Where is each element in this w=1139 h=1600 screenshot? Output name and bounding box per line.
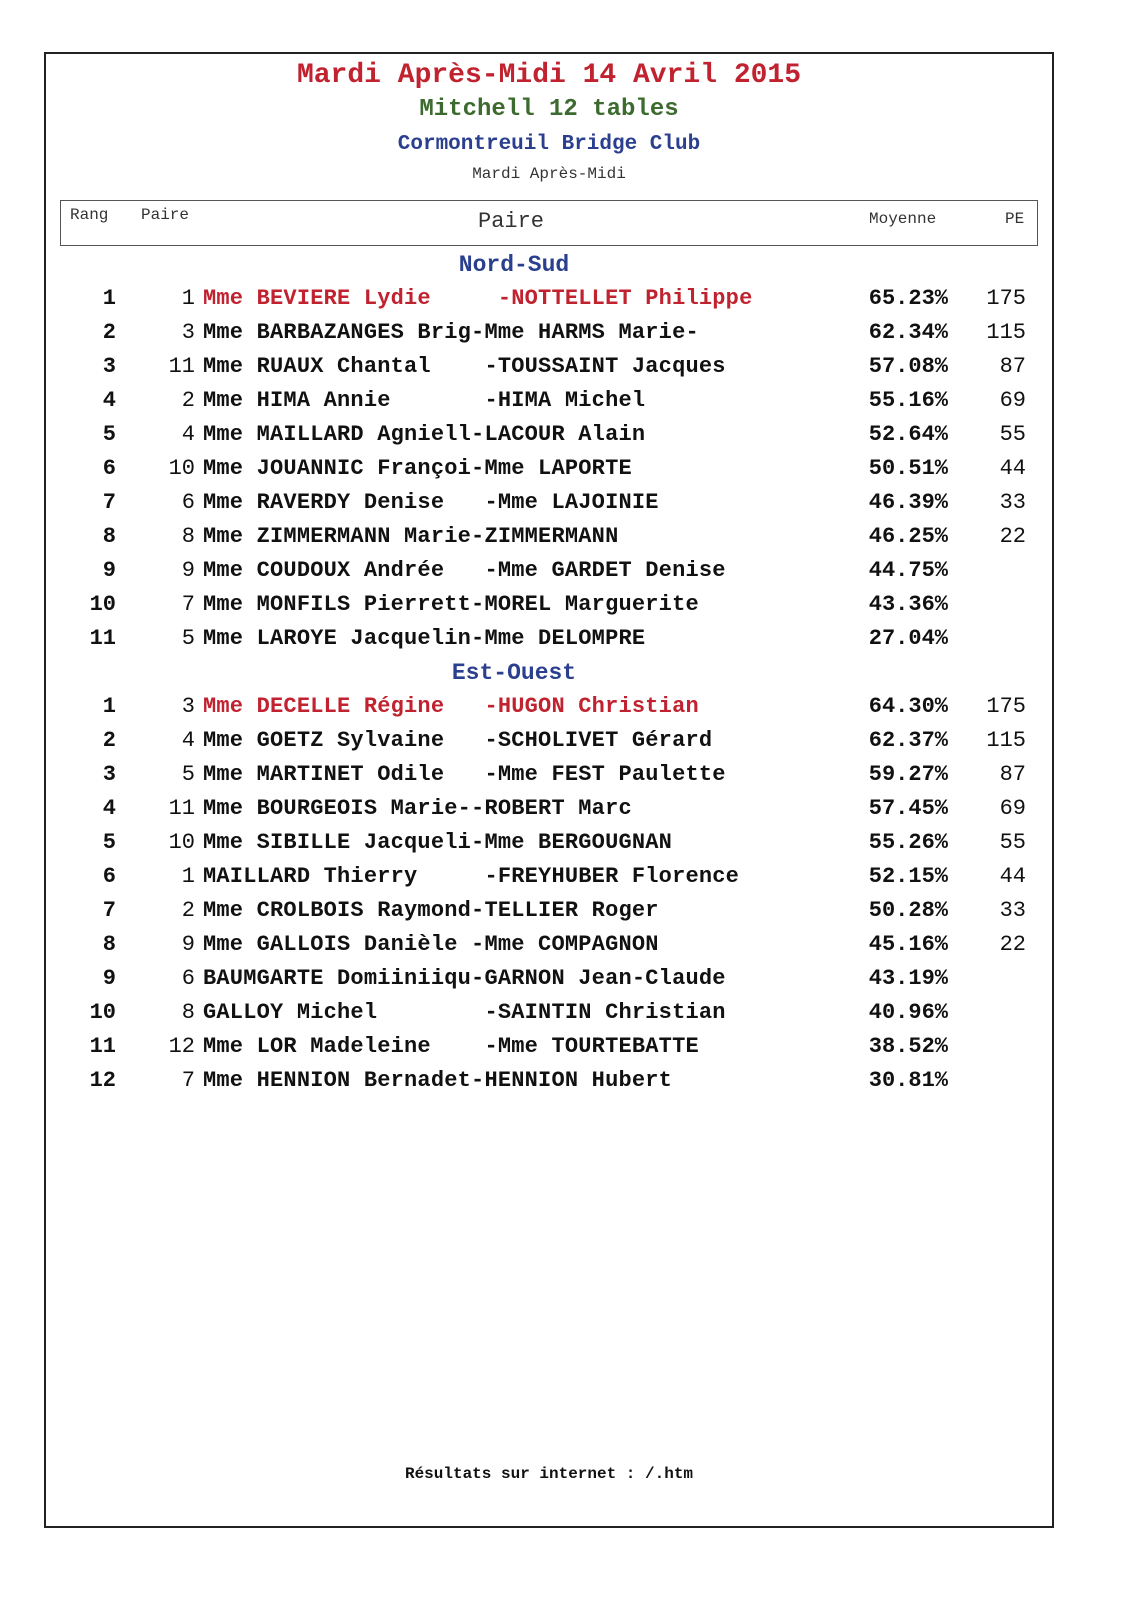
points-cell: 22 [999,524,1026,549]
points-cell: 175 [986,694,1026,719]
rank-cell: 2 [102,320,116,345]
rank-cell: 5 [102,830,116,855]
rank-cell: 10 [89,1000,116,1025]
pair-names-cell: Mme LOR Madeleine -Mme TOURTEBATTE [203,1034,699,1059]
average-cell: 55.26% [868,830,948,855]
average-cell: 44.75% [868,558,948,583]
table-row [0,388,1139,422]
table-row [0,490,1139,524]
pair-number-cell: 11 [168,796,195,821]
average-cell: 55.16% [868,388,948,413]
session-label: Mardi Après-Midi [472,165,626,183]
average-cell: 40.96% [868,1000,948,1025]
col-header-moyenne: Moyenne [869,210,937,228]
rank-cell: 6 [102,864,116,889]
pair-names-cell: Mme RUAUX Chantal -TOUSSAINT Jacques [203,354,726,379]
average-cell: 62.34% [868,320,948,345]
average-cell: 62.37% [868,728,948,753]
rank-cell: 10 [89,592,116,617]
rank-cell: 11 [89,1034,116,1059]
rank-cell: 2 [102,728,116,753]
pair-names-cell: MAILLARD Thierry -FREYHUBER Florence [203,864,740,889]
pair-number-cell: 4 [181,728,195,753]
average-cell: 45.16% [868,932,948,957]
points-cell: 55 [999,422,1026,447]
points-cell: 44 [999,864,1026,889]
rank-cell: 5 [102,422,116,447]
pair-number-cell: 3 [181,320,195,345]
rank-cell: 11 [89,626,116,651]
pair-number-cell: 6 [181,966,195,991]
average-cell: 57.45% [868,796,948,821]
rank-cell: 8 [102,932,116,957]
pair-names-cell: Mme SIBILLE Jacqueli-Mme BERGOUGNAN [203,830,673,855]
average-cell: 52.15% [868,864,948,889]
points-cell: 115 [986,320,1026,345]
pair-number-cell: 11 [168,354,195,379]
pair-number-cell: 3 [181,694,195,719]
rank-cell: 1 [102,286,116,311]
col-header-rang: Rang [70,206,109,224]
points-cell: 55 [999,830,1026,855]
table-row [0,1034,1139,1068]
pair-number-cell: 6 [181,490,195,515]
points-cell: 115 [986,728,1026,753]
average-cell: 50.51% [868,456,948,481]
pair-names-cell: Mme DECELLE Régine -HUGON Christian [203,694,699,719]
average-cell: 65.23% [868,286,948,311]
table-row [0,762,1139,796]
average-cell: 52.64% [868,422,948,447]
average-cell: 43.19% [868,966,948,991]
pair-number-cell: 5 [181,626,195,651]
column-header-box [60,200,1038,246]
points-cell: 69 [999,388,1026,413]
points-cell: 87 [999,354,1026,379]
table-row [0,320,1139,354]
average-cell: 38.52% [868,1034,948,1059]
table-row [0,966,1139,1000]
table-row [0,864,1139,898]
pair-names-cell: Mme GALLOIS Danièle -Mme COMPAGNON [203,932,659,957]
rank-cell: 4 [102,796,116,821]
footer-note: Résultats sur internet : /.htm [404,1465,694,1483]
pair-names-cell: Mme COUDOUX Andrée -Mme GARDET Denise [203,558,726,583]
table-row [0,1068,1139,1102]
col-header-paire-num: Paire [141,206,190,224]
table-row [0,898,1139,932]
rank-cell: 8 [102,524,116,549]
average-cell: 46.25% [868,524,948,549]
average-cell: 43.36% [868,592,948,617]
pair-number-cell: 5 [181,762,195,787]
pair-number-cell: 4 [181,422,195,447]
pair-names-cell: Mme LAROYE Jacquelin-Mme DELOMPRE [203,626,646,651]
pair-names-cell: Mme ZIMMERMANN Marie-ZIMMERMANN [203,524,619,549]
table-row [0,422,1139,456]
table-row [0,286,1139,320]
table-row [0,524,1139,558]
page-subtitle: Mitchell 12 tables [419,96,679,123]
pair-number-cell: 7 [181,1068,195,1093]
pair-number-cell: 1 [181,864,195,889]
table-row [0,796,1139,830]
table-row [0,728,1139,762]
rank-cell: 9 [102,558,116,583]
rank-cell: 1 [102,694,116,719]
pair-number-cell: 9 [181,558,195,583]
rank-cell: 7 [102,898,116,923]
pair-names-cell: Mme CROLBOIS Raymond-TELLIER Roger [203,898,659,923]
table-row [0,830,1139,864]
average-cell: 59.27% [868,762,948,787]
pair-number-cell: 10 [168,456,195,481]
pair-names-cell: Mme RAVERDY Denise -Mme LAJOINIE [203,490,659,515]
page-title: Mardi Après-Midi 14 Avril 2015 [296,60,802,91]
rank-cell: 3 [102,762,116,787]
rank-cell: 4 [102,388,116,413]
pair-names-cell: Mme BARBAZANGES Brig-Mme HARMS Marie- [203,320,699,345]
rank-cell: 6 [102,456,116,481]
section-heading: Est-Ouest [451,660,577,686]
col-header-pe: PE [1005,210,1025,228]
pair-names-cell: Mme HENNION Bernadet-HENNION Hubert [203,1068,673,1093]
average-cell: 57.08% [868,354,948,379]
pair-names-cell: Mme MAILLARD Agniell-LACOUR Alain [203,422,646,447]
table-row [0,456,1139,490]
points-cell: 22 [999,932,1026,957]
pair-number-cell: 7 [181,592,195,617]
club-name: Cormontreuil Bridge Club [397,133,701,156]
points-cell: 33 [999,898,1026,923]
pair-names-cell: BAUMGARTE Domiiniiqu-GARNON Jean-Claude [203,966,726,991]
average-cell: 64.30% [868,694,948,719]
rank-cell: 12 [89,1068,116,1093]
average-cell: 46.39% [868,490,948,515]
pair-names-cell: Mme GOETZ Sylvaine -SCHOLIVET Gérard [203,728,713,753]
pair-number-cell: 2 [181,388,195,413]
points-cell: 44 [999,456,1026,481]
table-row [0,558,1139,592]
pair-number-cell: 12 [168,1034,195,1059]
pair-names-cell: GALLOY Michel -SAINTIN Christian [203,1000,726,1025]
pair-names-cell: Mme BEVIERE Lydie -NOTTELLET Philippe [203,286,753,311]
pair-names-cell: Mme MARTINET Odile -Mme FEST Paulette [203,762,726,787]
table-row [0,626,1139,660]
table-row [0,932,1139,966]
pair-names-cell: Mme HIMA Annie -HIMA Michel [203,388,646,413]
rank-cell: 3 [102,354,116,379]
points-cell: 33 [999,490,1026,515]
pair-number-cell: 1 [181,286,195,311]
points-cell: 69 [999,796,1026,821]
table-row [0,592,1139,626]
average-cell: 30.81% [868,1068,948,1093]
average-cell: 50.28% [868,898,948,923]
table-row [0,354,1139,388]
pair-number-cell: 9 [181,932,195,957]
pair-names-cell: Mme JOUANNIC Françoi-Mme LAPORTE [203,456,632,481]
pair-number-cell: 8 [181,1000,195,1025]
average-cell: 27.04% [868,626,948,651]
table-row [0,1000,1139,1034]
pair-number-cell: 2 [181,898,195,923]
points-cell: 87 [999,762,1026,787]
pair-number-cell: 10 [168,830,195,855]
table-row [0,694,1139,728]
pair-number-cell: 8 [181,524,195,549]
rank-cell: 7 [102,490,116,515]
rank-cell: 9 [102,966,116,991]
pair-names-cell: Mme MONFILS Pierrett-MOREL Marguerite [203,592,699,617]
col-header-paire: Paire [478,209,545,234]
section-heading: Nord-Sud [458,252,570,278]
pair-names-cell: Mme BOURGEOIS Marie--ROBERT Marc [203,796,632,821]
points-cell: 175 [986,286,1026,311]
